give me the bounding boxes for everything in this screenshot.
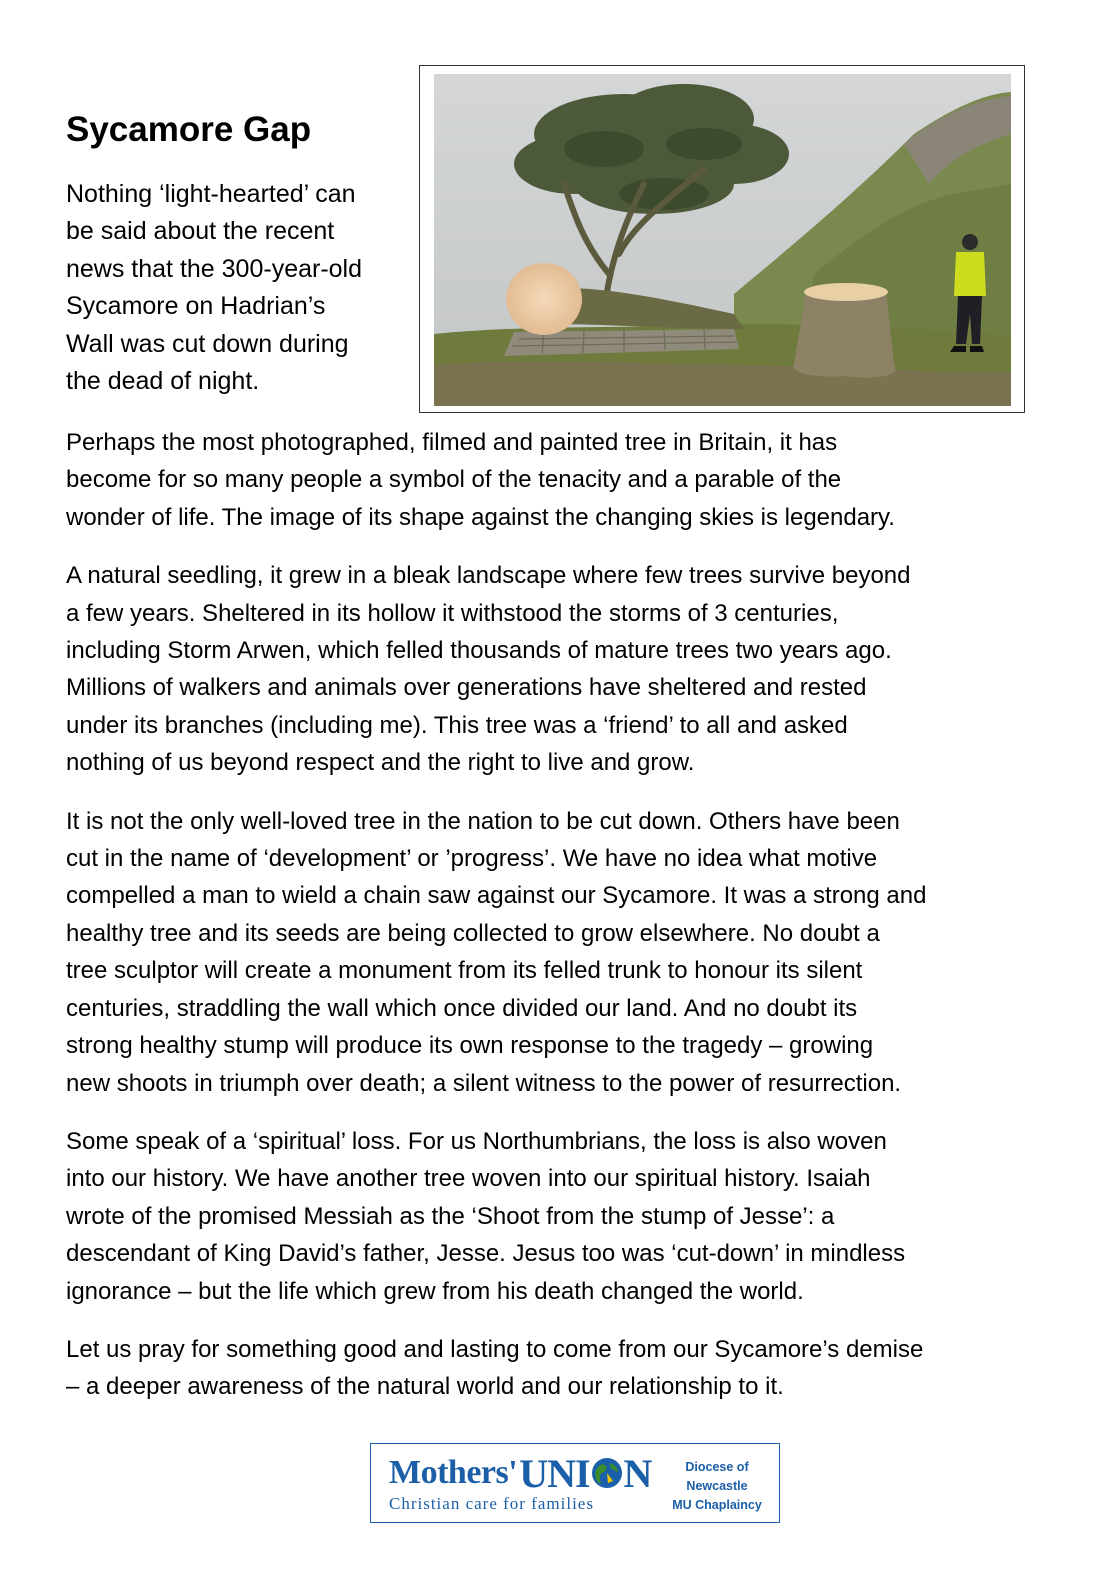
body-line: wrote of the promised Messiah as the ‘Shoot from the stump of Jesse’: a: [66, 1202, 835, 1230]
body-line: descendant of King David’s father, Jesse. Jesus too was ‘cut-down’ in mindless: [66, 1240, 906, 1268]
body-line: – a deeper awareness of the natural world and our relationship to it.: [66, 1373, 784, 1401]
intro-line: Sycamore on Hadrian’s: [66, 292, 326, 321]
body-line: including Storm Arwen, which felled thousands of mature trees two years ago.: [66, 637, 892, 665]
body-line: become for so many people a symbol of the tenacity and a parable of the: [66, 466, 842, 494]
diocese-line: MU Chaplaincy: [672, 1498, 762, 1512]
body-paragraph: [66, 803, 1066, 1102]
body-line: A natural seedling, it grew in a bleak landscape where few trees survive beyond: [66, 562, 911, 590]
body-line: ignorance – but the life which grew from his death changed the world.: [66, 1277, 804, 1305]
body-line: Perhaps the most photographed, filmed and painted tree in Britain, it has: [66, 429, 838, 456]
felled-sycamore-image: [434, 74, 1011, 406]
body-line: Let us pray for something good and lasting to come from our Sycamore’s demise: [66, 1335, 924, 1363]
body-line: compelled a man to wield a chain saw against our Sycamore. It was a strong and: [66, 882, 927, 910]
body-line: Some speak of a ‘spiritual’ loss. For us Northumbrians, the loss is also woven: [66, 1127, 887, 1155]
intro-line: the dead of night.: [66, 367, 260, 396]
body-line: centuries, straddling the wall which once divided our land. And no doubt its: [66, 994, 858, 1022]
body-line: Millions of walkers and animals over generations have sheltered and rested: [66, 674, 867, 702]
globe-icon: [591, 1457, 623, 1489]
intro-line: be said about the recent: [66, 217, 335, 246]
logo-union-pre: UNI: [519, 1450, 590, 1496]
diocese-line: Diocese of: [685, 1460, 749, 1474]
body-line: new shoots in triumph over death; a silent witness to the power of resurrection.: [66, 1069, 902, 1097]
body-line: into our history. We have another tree woven into our spiritual history. Isaiah: [66, 1165, 871, 1193]
body-line: wonder of life. The image of its shape against the changing skies is legendary.: [66, 503, 895, 531]
intro-line: Nothing ‘light-hearted’ can: [66, 180, 356, 208]
body-line: tree sculptor will create a monument from its felled trunk to honour its silent: [66, 957, 863, 985]
page-title: Sycamore Gap: [66, 110, 312, 149]
body-paragraph: [66, 557, 1066, 781]
body-paragraph: [66, 424, 1066, 536]
body-paragraph: [66, 1123, 1066, 1310]
intro-line: news that the 300-year-old: [66, 254, 363, 283]
intro-line: Wall was cut down during: [66, 329, 349, 358]
body-line: strong healthy stump will produce its own response to the tragedy – growing: [66, 1032, 874, 1060]
logo-tagline: Christian care for families: [389, 1494, 594, 1513]
felled-tree-photo: [419, 65, 1025, 413]
diocese-line: Newcastle: [686, 1479, 748, 1493]
body-line: a few years. Sheltered in its hollow it withstood the storms of 3 centuries,: [66, 599, 839, 627]
logo-wordmark: [389, 1452, 651, 1494]
intro-paragraph: [66, 176, 411, 400]
body-line: It is not the only well-loved tree in the nation to be cut down. Others have been: [66, 807, 900, 835]
body-line: under its branches (including me). This tree was a ‘friend’ to all and asked: [66, 711, 848, 739]
logo-union-post: N: [623, 1450, 652, 1496]
logo-mothers-text: Mothers': [389, 1454, 518, 1491]
body-line: nothing of us beyond respect and the right to live and grow.: [66, 749, 695, 777]
diocese-label: [661, 1458, 773, 1515]
logo-union-text: [519, 1450, 651, 1497]
body-line: healthy tree and its seeds are being collected to grow elsewhere. No doubt a: [66, 919, 880, 947]
body-line: cut in the name of ‘development’ or ’progress’. We have no idea what motive: [66, 845, 878, 873]
body-paragraph: [66, 1331, 1066, 1406]
mothers-union-logo: [370, 1443, 780, 1523]
article-body: [66, 424, 1066, 1427]
